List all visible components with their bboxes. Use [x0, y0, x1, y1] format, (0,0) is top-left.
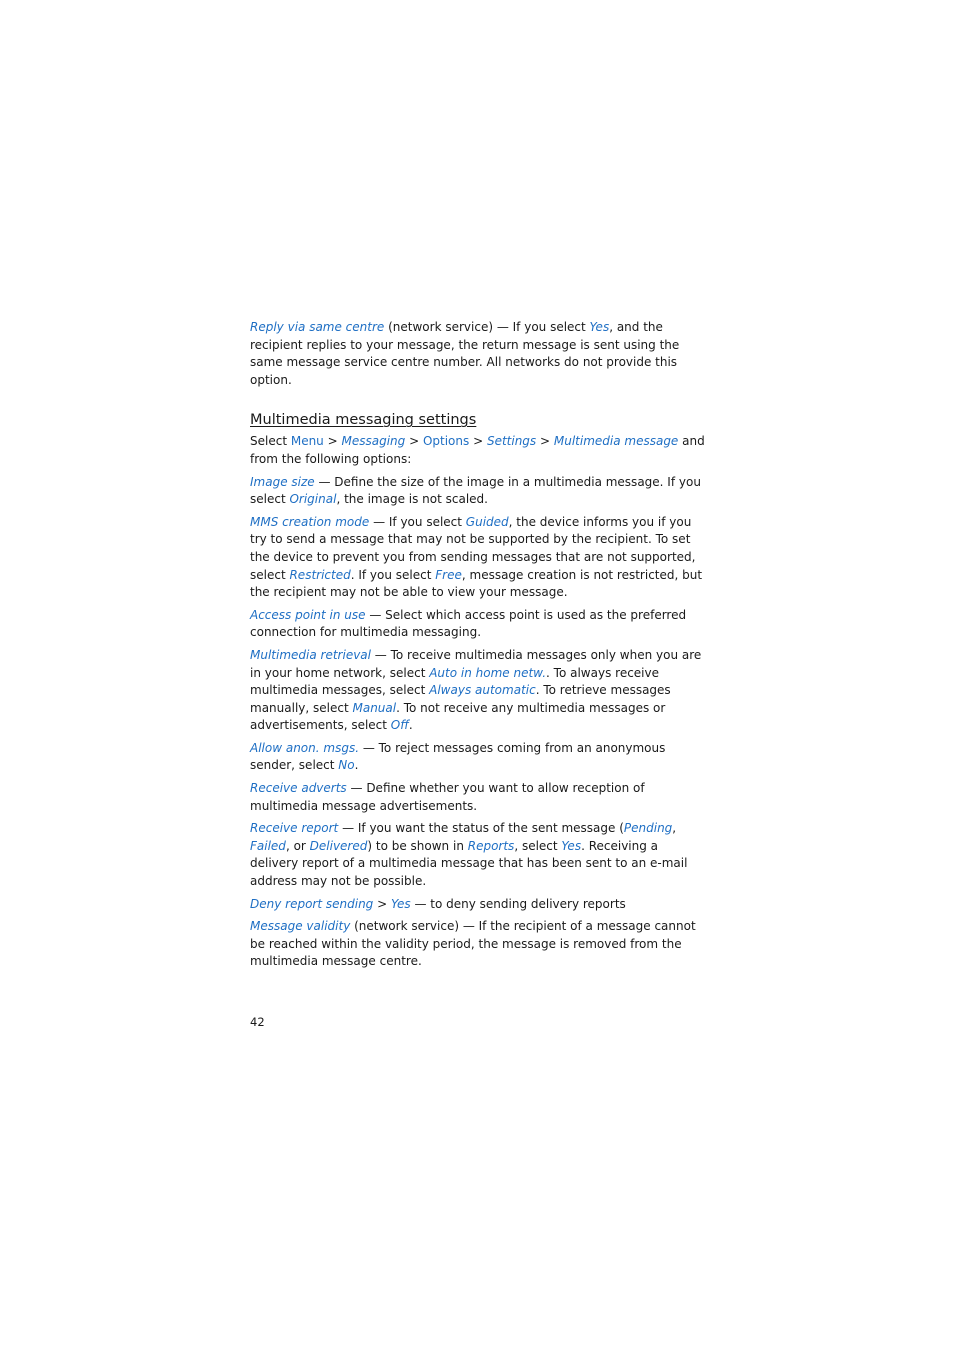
body-text: ,	[672, 821, 677, 836]
option-term: Yes	[561, 838, 582, 853]
option-paragraph	[250, 514, 706, 602]
menu-term: Options	[422, 434, 470, 449]
option-term: MMS creation mode	[250, 514, 370, 529]
body-text: , the device informs you if you try to send a message that may not be supported by the recipient. To set the device to prevent you from sending messages that are not supported, select	[250, 514, 696, 582]
body-text: , the image is not scaled.	[336, 492, 488, 507]
option-term: Reply via same centre	[250, 320, 385, 334]
option-term: Yes	[390, 896, 411, 911]
body-text: (network service) — If the recipient of a message cannot be reached within the validity period, the message is removed from the multimedia message centre.	[250, 919, 696, 969]
body-text: , select	[514, 838, 562, 853]
body-text: . Receiving a delivery report of a multimedia message that has been sent to an e-mail address may not be possible.	[250, 838, 688, 889]
option-paragraph	[250, 780, 706, 815]
option-term: Receive report	[250, 821, 339, 836]
option-term: Image size	[250, 474, 315, 489]
option-term: Failed	[250, 838, 286, 853]
body-text: .	[408, 718, 413, 733]
option-term: Multimedia retrieval	[250, 647, 371, 662]
menu-term: Menu	[290, 434, 324, 449]
option-term: Auto in home netw.	[429, 665, 547, 680]
body-text: — To receive multimedia messages only when you are in your home network, select	[250, 647, 702, 680]
option-paragraph	[250, 647, 706, 735]
option-term: Free	[435, 567, 462, 582]
option-term: Multimedia message	[553, 434, 679, 449]
option-term: Guided	[465, 514, 509, 529]
body-text: Select	[250, 434, 291, 449]
body-text: >	[405, 434, 423, 449]
option-term: Reports	[467, 838, 515, 853]
body-text: — Define whether you want to allow reception of multimedia message advertisements.	[250, 781, 645, 813]
option-term: Pending	[623, 821, 673, 836]
page-content	[250, 319, 706, 976]
option-term: Receive adverts	[250, 781, 347, 796]
option-paragraph	[250, 474, 706, 509]
body-text: — If you want the status of the sent message (	[338, 821, 624, 836]
body-text: — If you select	[369, 514, 466, 529]
page-number: 42	[250, 1015, 265, 1029]
body-text: — Select which access point is used as the preferred connection for multimedia messaging.	[250, 607, 687, 640]
option-term: Restricted	[289, 567, 351, 582]
option-term: Always automatic	[429, 683, 536, 698]
body-text: , and the recipient replies to your message, the return message is sent using the same message service centre number. All networks do not provide this option.	[250, 320, 680, 387]
body-text: ) to be shown in	[367, 838, 468, 853]
option-term: Settings	[486, 434, 537, 449]
option-term: Manual	[352, 700, 397, 715]
option-paragraph	[250, 820, 706, 890]
option-paragraph	[250, 607, 706, 642]
body-text: >	[373, 896, 391, 911]
option-term: Yes	[589, 320, 610, 334]
option-term: Deny report sending	[250, 896, 374, 911]
option-term: Original	[289, 492, 337, 507]
option-paragraph	[250, 896, 706, 914]
option-paragraph	[250, 918, 706, 971]
intro-paragraph	[250, 319, 706, 389]
body-text: >	[469, 434, 487, 449]
option-term: Messaging	[341, 434, 406, 449]
body-text: and from the following options:	[250, 434, 705, 466]
body-text: , message creation is not restricted, but the recipient may not be able to view your message.	[250, 567, 703, 600]
option-paragraph	[250, 740, 706, 775]
body-text: . To always receive multimedia messages, select	[250, 665, 659, 698]
option-term: Off	[390, 718, 409, 733]
body-text: — to deny sending delivery reports	[410, 896, 626, 911]
options-list	[250, 474, 706, 971]
body-text: . If you select	[350, 567, 436, 582]
body-text: — To reject messages coming from an anonymous sender, select	[250, 740, 666, 773]
option-term: Message validity	[250, 919, 351, 934]
body-text: , or	[285, 838, 310, 853]
option-term: Access point in use	[250, 607, 366, 622]
body-text: — Define the size of the image in a multimedia message. If you select	[250, 474, 701, 507]
body-text: . To retrieve messages manually, select	[250, 683, 671, 715]
body-text: . To not receive any multimedia messages or advertisements, select	[250, 700, 666, 733]
option-term: Delivered	[309, 838, 368, 853]
select-instruction	[250, 433, 706, 468]
option-term: Allow anon. msgs.	[250, 740, 360, 755]
body-text: .	[354, 758, 359, 773]
option-term: No	[338, 758, 355, 773]
body-text: >	[536, 434, 554, 449]
section-heading: Multimedia messaging settings	[250, 412, 477, 429]
body-text: >	[323, 434, 342, 449]
body-text: (network service) — If you select	[384, 320, 590, 334]
